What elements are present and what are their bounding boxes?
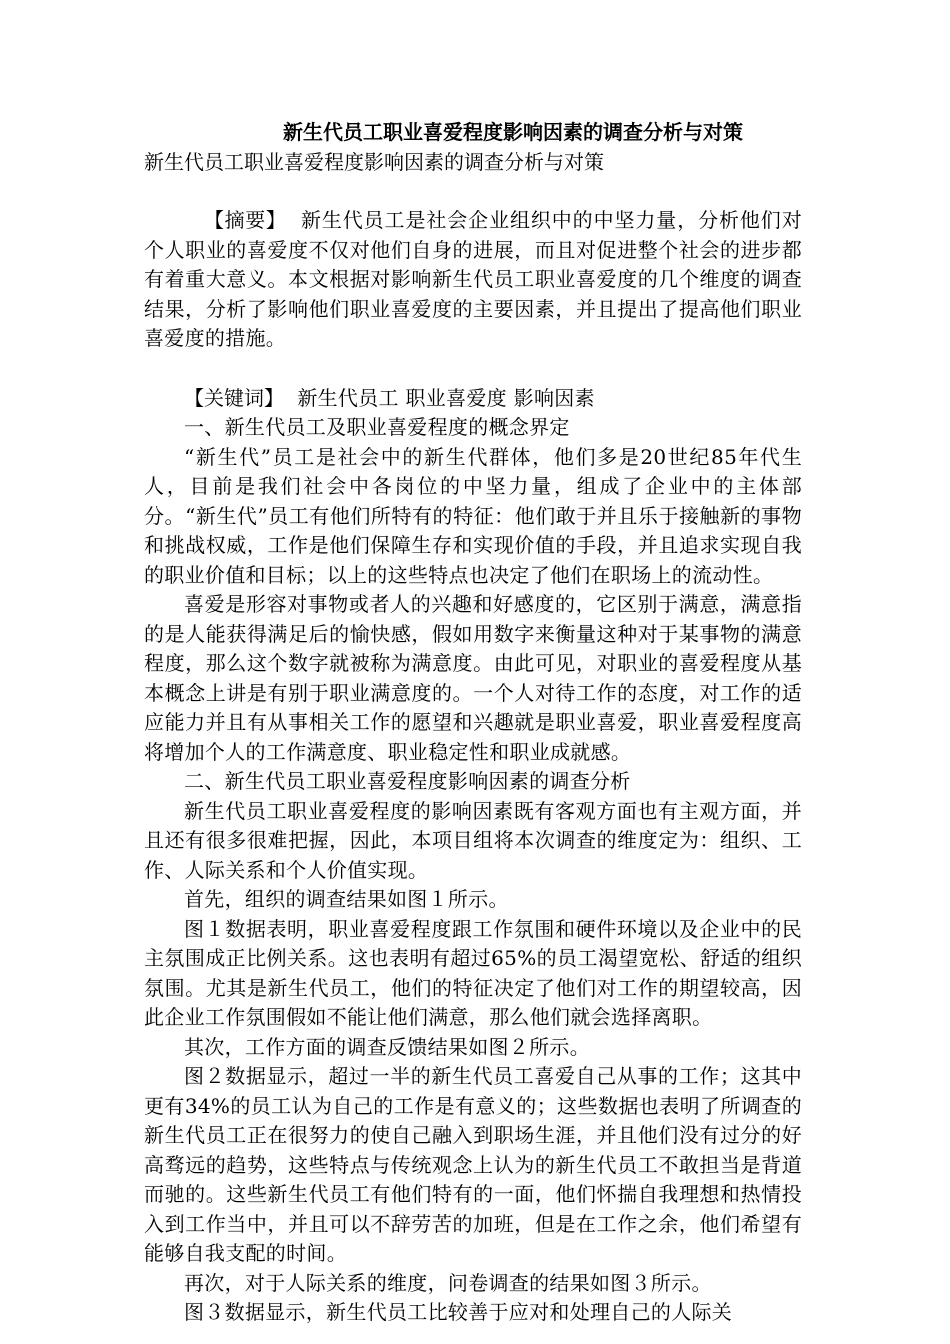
body-paragraph: “新生代”员工是社会中的新生代群体，他们多是20世纪85年代生人，目前是我们社会中各岗位的中坚力量，组成了企业中的主体部分。“新生代”员工有他们所特有的特征：他们敢于并且乐于接触新的事物和挑战权威，工作是他们保障生存和实现价值的手段，并且追求实现自我的职业价值和目标；以上的这些特点也决定了他们在职场上的流动性。 [144, 444, 802, 587]
body-paragraph: 新生代员工职业喜爱程度的影响因素既有客观方面也有主观方面，并且还有很多很难把握，因此，本项目组将本次调查的维度定为：组织、工作、人际关系和个人价值实现。 [144, 798, 802, 882]
body-paragraph: 喜爱是形容对事物或者人的兴趣和好感度的，它区别于满意，满意指的是人能获得满足后的愉快感，假如用数字来衡量这种对于某事物的满意程度，那么这个数字就被称为满意度。由此可见，对职业的喜爱程度从基本概念上讲是有别于职业满意度的。一个人对待工作的态度，对工作的适应能力并且有从事相关工作的愿望和兴趣就是职业喜爱，职业喜爱程度高将增加个人的工作满意度、职业稳定性和职业成就感。 [144, 592, 802, 764]
abstract-label: 【摘要】 [204, 208, 287, 232]
body-paragraph: 再次，对于人际关系的维度，问卷调查的结果如图３所示。 [184, 1270, 712, 1295]
body-paragraph: 图２数据显示，超过一半的新生代员工喜爱自己从事的工作；这其中更有34%的员工认为自己的工作是有意义的；这些数据也表明了所调查的新生代员工正在很努力的使自己融入到职场生涯，并且他们没有过分的好高骛远的趋势，这些特点与传统观念上认为的新生代员工不敢担当是背道而驰的。这些新生代员工有他们特有的一面，他们怀揣自我理想和热情投入到工作当中，并且可以不辞劳苦的加班，但是在工作之余，他们希望有能够自我支配的时间。 [144, 1064, 802, 1265]
keywords-label: 【关键词】 [184, 385, 284, 410]
keywords-paragraph [144, 384, 802, 414]
body-paragraph: 其次，工作方面的调查反馈结果如图２所示。 [184, 1034, 590, 1059]
document-title: 新生代员工职业喜爱程度影响因素的调查分析与对策 [283, 120, 743, 144]
body-paragraph: 首先，组织的调查结果如图１所示。 [184, 887, 509, 911]
document-subtitle: 新生代员工职业喜爱程度影响因素的调查分析与对策 [144, 149, 604, 174]
section-heading-1: 一、新生代员工及职业喜爱程度的概念界定 [184, 415, 570, 439]
body-paragraph: 图１数据表明，职业喜爱程度跟工作氛围和硬件环境以及企业中的民主氛围成正比例关系。这也表明有超过65%的员工渴望宽松、舒适的组织氛围。尤其是新生代员工，他们的特征决定了他们对工作的期望较高，因此企业工作氛围假如不能让他们满意，那么他们就会选择离职。 [144, 916, 802, 1029]
document-page [144, 118, 802, 1328]
section-heading-2: 二、新生代员工职业喜爱程度影响因素的调查分析 [184, 769, 631, 793]
keywords-text: 新生代员工 职业喜爱度 影响因素 [297, 385, 595, 410]
body-paragraph: 图３数据显示，新生代员工比较善于应对和处理自己的人际关 [184, 1300, 733, 1324]
abstract-text: 新生代员工是社会企业组织中的中坚力量，分析他们对个人职业的喜爱度不仅对他们自身的进展，而且对促进整个社会的进步都有着重大意义。本文根据对影响新生代员工职业喜爱度的几个维度的调查结果，分析了影响他们职业喜爱度的主要因素，并且提出了提高他们职业喜爱度的措施。 [144, 208, 803, 350]
abstract-paragraph [144, 206, 802, 354]
